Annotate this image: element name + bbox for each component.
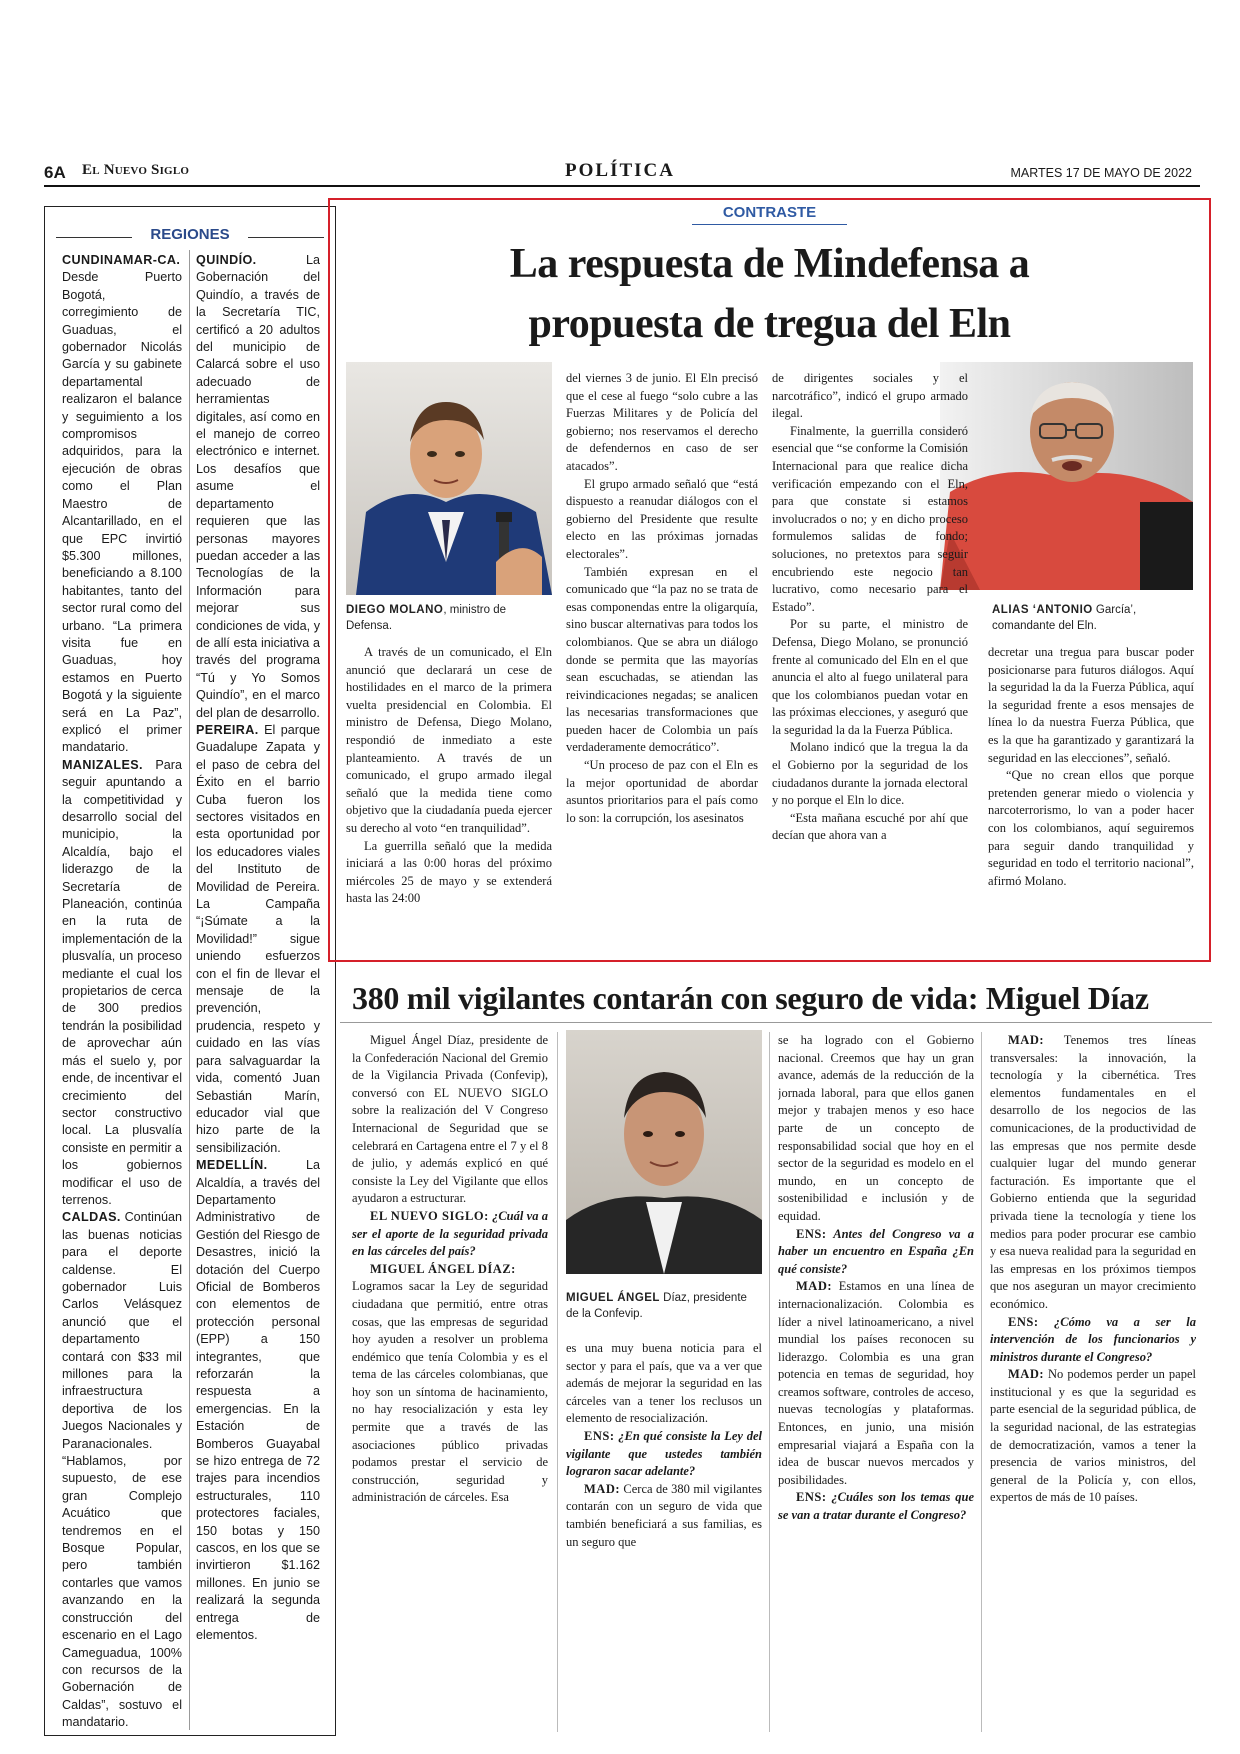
regiones-column-2 [196, 252, 320, 1732]
speaker: MAD: [796, 1279, 833, 1294]
question-text: ¿Cómo va a ser la intervención de los funcionarios y ministros durante el Congreso? [990, 1314, 1196, 1364]
answer-speaker [352, 1261, 548, 1279]
caption-name: DIEGO MOLANO [346, 604, 444, 616]
caption-name: ALIAS ‘ANTONIO [992, 604, 1093, 616]
issue-date: MARTES 17 DE MAYO DE 2022 [1010, 166, 1192, 180]
question [352, 1208, 548, 1261]
photo-alias-antonio [940, 362, 1193, 590]
answer-text: Estamos en una línea de internacionalización. Colombia es líder a nivel latinoamericano, a nivel mundial los países reconocen su liderazgo. Colombia es una gran potencia en temas de seguridad, hoy creamos software, controles de acceso, nuevas tecnologías y plataformas. Entonces, en junio, una misión empresarial viajará a España con la idea de buscar nuevos mercados y posibilidades. [778, 1279, 974, 1487]
speaker: MAD: [1008, 1367, 1045, 1382]
paragraph: A través de un comunicado, el Eln anunció que declarará un cese de hostilidades en el marco de la primera vuelta presidencial en Colombia. El ministro de Defensa, Diego Molano, respondió de inmediato a este planteamiento. A través de un comunicado, el grupo armado ilegal señaló que la medida tiene como objetivo que la ciudadanía pueda ejercer su derecho al voto “en tranquilidad”. [346, 645, 552, 835]
speaker: ENS: [1008, 1314, 1039, 1329]
regiones-item [196, 1157, 320, 1644]
article2-column-1 [352, 1032, 548, 1732]
question [990, 1314, 1196, 1367]
page-number: 6A [44, 163, 66, 182]
contraste-column-1 [346, 644, 552, 944]
article2-column-4 [990, 1032, 1196, 1732]
region-text: La Gobernación del Quindío, a través de la Secretaría TIC, certificó a 20 adultos del municipio de Calarcá sobre el uso adecuado de herramientas digitales, así como en el manejo de correo electrónico e internet. Los desafíos que asume el departamento requieren que las personas mayores puedan acceder a las Tecnologías de la Información para mejorar sus condiciones de vida, y de allí esta iniciativa a través del programa “Tú y Yo Somos Quindío”, en el marco del plan de desarrollo. [196, 253, 320, 720]
contraste-column-3 [772, 370, 968, 944]
speaker: EL NUEVO SIGLO: [370, 1208, 489, 1223]
paragraph: de dirigentes sociales y el narcotráfico”, indicó el grupo armado ilegal. [772, 371, 968, 421]
photo-diego-molano [346, 362, 552, 595]
answer: Logramos sacar la Ley de seguridad ciudadana que permitió, entre otras cosas, que las empresas de seguridad hoy ayuden a resolver un problema endémico que tenía Colombia y es el tema de las cárceles colombianas, que hoy son un síntoma de hacinamiento, no hay resocialización y esta ley permite que a través de las asociaciones público privadas podamos prestar el servicio de construcción, seguridad y administración de cárceles. Esa [352, 1279, 548, 1505]
column-rule [769, 1032, 770, 1732]
question-text: ¿En qué consiste la Ley del vigilante que ustedes también lograron sacar adelante? [566, 1428, 762, 1479]
speaker: ENS: [796, 1490, 827, 1505]
article2-headline: 380 mil vigilantes contarán con seguro de vida: Miguel Díaz [352, 980, 1149, 1016]
paragraph: También expresan en el comunicado que “la paz no se trata de esas componendas entre la oligarquía, sino buscar alternativas para todos los colombianos. Que se abra un diálogo donde se permita que las mayorías sean escuchadas, se atiendan las reivindicaciones negadas; se analicen las necesarias transformaciones que pueden hacer de Colombia un país verdaderamente democrático”. [566, 564, 758, 755]
answer-text: Cerca de 380 mil vigilantes contarán con un seguro de vida que también beneficiará a sus familias, es un seguro que [566, 1481, 762, 1549]
caption-role: Díaz, presidente de la Confevip. [566, 1292, 747, 1320]
speaker: MIGUEL ÁNGEL DÍAZ: [370, 1261, 516, 1276]
paragraph: La guerrilla señaló que la medida iniciará a las 0:00 horas del próximo miércoles 25 de mayo y se extenderá hasta las 24:00 [346, 838, 552, 906]
question [566, 1428, 762, 1481]
region-city: MANIZALES. [62, 757, 143, 772]
answer [990, 1366, 1196, 1507]
speaker: ENS: [584, 1428, 615, 1443]
paragraph: Molano indicó que la tregua la da el Gobierno por la seguridad de los ciudadanos durante la jornada electoral y no porque el Eln lo dice. [772, 740, 968, 808]
paragraph: Miguel Ángel Díaz, presidente de la Confederación Nacional del Gremio de la Vigilancia Privada (Confevip), conversó con EL NUEVO SIGLO sobre la realización del V Congreso Internacional de Seguridad que se celebrará en Cartagena entre el 7 y el 8 de julio, y además explicó en qué consiste la Ley del Vigilante que ellos ayudaron a estructurar. [352, 1033, 548, 1206]
article-headline [328, 234, 1211, 354]
caption-role: , ministro de Defensa. [346, 604, 507, 632]
caption-name: MIGUEL ÁNGEL [566, 1292, 660, 1304]
paragraph: del viernes 3 de junio. El Eln precisó que el cese al fuego “solo cubre a las Fuerzas Militares y de Policía del gobierno; nos reservamos el derecho de defendernos en caso de ser atacados”. [566, 371, 758, 473]
answer [566, 1481, 762, 1551]
column-rule [557, 1032, 558, 1732]
answer: es una muy buena noticia para el sector y para el país, que va a ver que además de mejorar la seguridad en las cárceles van a tener los reclusos un elemento de resocialización. [566, 1341, 762, 1426]
answer [778, 1278, 974, 1489]
article2-column-2 [566, 1340, 762, 1732]
regiones-item [62, 252, 182, 757]
paragraph: “Un proceso de paz con el Eln es la mejor oportunidad de abordar asuntos prioritarios para el país como lo son: la corrupción, los asesinatos [566, 758, 758, 825]
contraste-column-4 [988, 644, 1194, 944]
headline-line-2: propuesta de tregua del Eln [528, 301, 1011, 347]
region-text: El parque Guadalupe Zapata y el paso de cebra del Éxito en el barrio Cuba fueron los sectores visitados en esta oportunidad por los educadores viales del Instituto de Movilidad de Pereira. La Campaña “¡Súmate a la Movilidad!” sigue uniendo esfuerzos con el fin de llevar el mensaje de la prevención, prudencia, respeto y cuidado en las vías para salvaguardar la vida, comentó Juan Sebastián Marín, educador vial que hizo parte de la sensibilización. [196, 722, 320, 1155]
caption-diego-molano [346, 602, 546, 634]
kicker-rule [692, 224, 847, 225]
region-text: La Alcaldía, a través del Departamento Administrativo de Gestión del Riesgo de Desastres, inició la dotación del Cuerpo Oficial de Bomberos con elementos de protección personal (EPP) a 150 integrantes, que reforzarán la respuesta a emergencias. En la Estación de Bomberos Guayabal se hizo entrega de 72 trajes para incendios estructurales, 110 protectores faciales, 150 botas y 150 cascos, en los que se invirtieron $1.162 millones. En junio se realizará la segunda entrega de elementos. [196, 1158, 320, 1643]
regiones-title: REGIONES [150, 226, 230, 243]
paragraph: Finalmente, la guerrilla consideró esencial que “se conforme la Comisión Internacional para que realice dicha verificación empezando con el Eln, para que constate si estamos involucrados o no; y en dicho proceso formulemos salidas de fondo; soluciones, no pretextos para seguir encubriendo este negocio tan lucrativo, como necesario para el Estado”. [772, 423, 968, 614]
paragraph: decretar una tregua para buscar poder posicionarse para futuros diálogos. Aquí la seguridad la da la Fuerza Pública, aquí la seguridad frente a esos mensajes de línea lo da nuestra Fuerza Pública, que es la que ha garantizado y garantizará la seguridad en las elecciones”, señaló. [988, 645, 1194, 765]
region-city: CALDAS. [62, 1210, 121, 1225]
speaker: MAD: [584, 1481, 621, 1496]
region-text: Desde Puerto Bogotá, corregimiento de Guaduas, el gobernador Nicolás García y su gabinete departamental realizaron el balance y seguimiento a los compromisos adquiridos, para la ejecución de obras como el Plan Maestro de Alcantarillado, en el que EPC invirtió $5.300 millones, beneficiando a 8.100 habitantes, tanto del sector rural como del urbano. “La primera visita fue en Guaduas, hoy estamos en Puerto Bogotá y la siguiente será en La Paz”, explicó el primer mandatario. [62, 270, 182, 755]
speaker: MAD: [1008, 1033, 1045, 1047]
question-text: Antes del Congreso va a haber un encuentro en España ¿En qué consiste? [778, 1226, 974, 1276]
region-text: Para seguir apuntando a la competitividad y desarrollo social del municipio, la Alcaldía, bajo el liderazgo de la Secretaría de Planeación, continúa en la ruta de implementación de la plusvalía, un proceso mediante el cual los propietarios de cerca de 300 predios tendrán la posibilidad de aprovechar aún más el suelo y, por ende, de incentivar el crecimiento del sector constructivo local. La plusvalía consiste en permitir a los gobiernos modificar el uso de terrenos. [62, 757, 182, 1207]
caption-role: García’, comandante del Eln. [992, 604, 1137, 632]
answer [990, 1032, 1196, 1314]
contraste-column-2 [566, 370, 758, 944]
article2-headline-rule [340, 1022, 1212, 1023]
question [778, 1226, 974, 1279]
headline-line-1: La respuesta de Mindefensa a [509, 241, 1030, 287]
article-kicker: CONTRASTE [722, 204, 817, 221]
question-text: ¿Cuál va a ser el aporte de la seguridad privada en las cárceles del país? [352, 1208, 548, 1259]
regiones-column-1 [62, 252, 182, 1732]
speaker: ENS: [796, 1226, 827, 1241]
article2-column-3 [778, 1032, 974, 1732]
regiones-item [62, 757, 182, 1210]
answer-text: Tenemos tres líneas transversales: la innovación, la tecnología y la cibernética. Tres elementos fundamentales en el desarrollo de los negocios de las comunicaciones, de la productividad de las empresas que nos permite desde cualquier lugar del mundo generar facturación. Es importante que el Gobierno entienda que la seguridad privada tiene la tecnología y tiene los medios para poder procurar ese cambio y esa nueva realidad para la seguridad en las empresas en los próximos tiempos que nos aseguran un mayor crecimiento económico. [990, 1033, 1196, 1311]
regiones-column-divider [189, 250, 190, 1730]
paragraph: Por su parte, el ministro de Defensa, Diego Molano, se pronunció frente al comunicado del Eln en el que anuncia el alto al fuego unilateral para que los colombianos puedan votar en las próximas elecciones, y aseguró que la seguridad la da la Fuerza Pública. [772, 617, 968, 737]
answer-text: No podemos perder un papel institucional y es que la seguridad es parte esencial de la seguridad pública, de la seguridad nacional, de las estrategias de democratización, vamos a tener la presencia de varios ministros, del general de la Policía y, con ellos, expertos de más de 10 países. [990, 1367, 1196, 1505]
question-text: ¿Cuáles son los temas que se van a tratar durante el Congreso? [778, 1490, 974, 1523]
question [778, 1489, 974, 1524]
region-city: PEREIRA. [196, 722, 259, 737]
regiones-item [196, 252, 320, 722]
section-title: POLÍTICA [565, 160, 675, 181]
column-rule [981, 1032, 982, 1732]
regiones-item [62, 1209, 182, 1731]
caption-alias-antonio [992, 602, 1192, 634]
paragraph: El grupo armado señaló que “está dispuesto a reanudar diálogos con el gobierno del Presidente que resulte electo en las próximas jornadas electorales”. [566, 476, 758, 561]
regiones-item [196, 722, 320, 1157]
region-city: CUNDINAMAR-CA. [62, 253, 181, 267]
header-rule [44, 185, 1200, 187]
caption-miguel-angel-diaz [566, 1290, 762, 1322]
newspaper-brand: El Nuevo Siglo [82, 162, 190, 178]
region-text: Continúan las buenas noticias para el deporte caldense. El gobernador Luis Carlos Velásquez anunció que el departamento contará con $33 mil millones para la infraestructura deportiva de los Juegos Nacionales y Paranacionales. “Hablamos, por supuesto, de ese gran Complejo Acuático que tendremos en el Bosque Popular, pero también contarles que vamos avanzando en la construcción del escenario en el Lago Cameguadua, 100% con recursos de la Gobernación de Caldas”, sostuvo el mandatario. [62, 1210, 182, 1730]
region-city: MEDELLÍN. [196, 1158, 268, 1173]
paragraph: “Que no crean ellos que porque pretenden generar miedo o violencia y narcoterrorismo, lo van a poder hacer con los colombianos, aquí seguiremos para seguir dando tranquilidad y seguridad en todo el territorio nacional”, afirmó Molano. [988, 768, 1194, 888]
answer: se ha logrado con el Gobierno nacional. Creemos que hay un gran avance, además de la reducción de la jornada laboral, para que ellos ganen mejor y trabajen menos y eso hace parte de un concepto de responsabilidad social que hoy en el sector de la seguridad es modelo en el mundo, en un concepto de sostenibilidad e inclusión y de equidad. [778, 1033, 974, 1223]
region-city: QUINDÍO. [196, 253, 257, 267]
photo-miguel-angel-diaz [566, 1030, 762, 1274]
paragraph: “Esta mañana escuché por ahí que decían que ahora van a [772, 810, 968, 843]
